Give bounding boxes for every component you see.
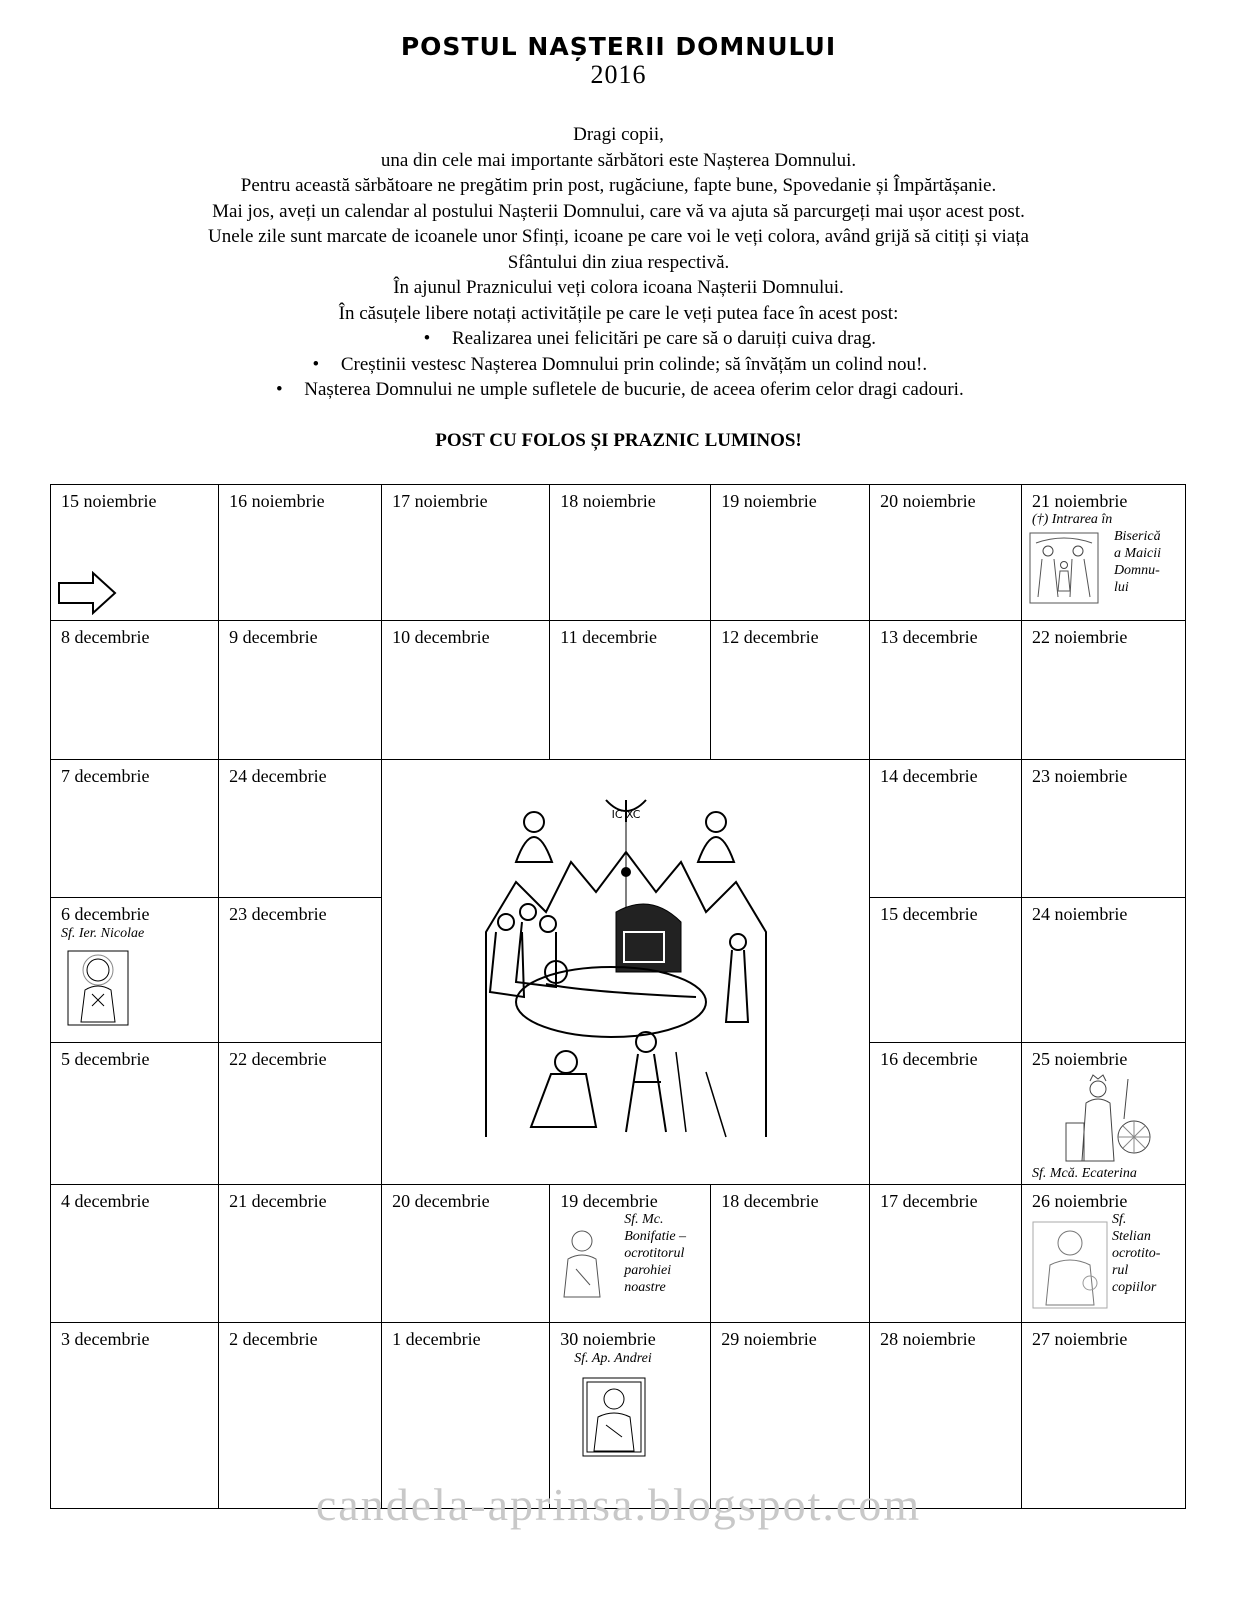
day-date: 7 decembrie (61, 766, 150, 786)
day-date: 20 decembrie (392, 1191, 490, 1211)
intro-line: Dragi copii, (573, 124, 664, 145)
day-cell[interactable] (219, 621, 382, 760)
day-date: 17 noiembrie (392, 491, 488, 511)
day-cell[interactable] (1021, 760, 1185, 898)
day-date: 25 noiembrie (1031, 1049, 1128, 1069)
page-title: POSTUL NAȘTERII DOMNULUI (400, 32, 837, 61)
page-year: 2016 (590, 60, 647, 89)
day-cell[interactable] (550, 621, 711, 760)
day-cell[interactable] (382, 621, 550, 760)
day-date: 16 decembrie (880, 1049, 978, 1069)
day-cell[interactable] (219, 485, 382, 621)
day-cell[interactable] (870, 1185, 1022, 1323)
intro-line: Mai jos, aveți un calendar al postului Nașterii Domnului, care vă va ajuta să parcurgeți mai ușor acest post. (212, 200, 1025, 222)
day-date: 3 decembrie (61, 1329, 150, 1349)
day-cell[interactable] (1021, 898, 1185, 1043)
day-date: 8 decembrie (61, 627, 150, 647)
day-cell[interactable] (382, 1185, 550, 1323)
day-date: 14 decembrie (880, 766, 978, 786)
day-date: 26 noiembrie (1031, 1191, 1128, 1211)
day-cell[interactable] (1021, 621, 1185, 760)
day-date: 6 decembrie (61, 904, 150, 924)
nativity-icon (476, 792, 776, 1152)
saint-caption: Sf. Mc. Bonifatie – ocrotitorul parohiei noastre (624, 1212, 687, 1295)
day-date: 19 noiembrie (721, 491, 817, 511)
day-cell[interactable] (870, 898, 1022, 1043)
day-cell[interactable] (870, 1043, 1022, 1185)
day-date: 27 noiembrie (1031, 1329, 1128, 1349)
day-date: 12 decembrie (721, 627, 819, 647)
day-date: 21 decembrie (229, 1191, 327, 1211)
day-date: 19 decembrie (560, 1191, 658, 1211)
bullet-item (60, 377, 1177, 403)
day-date: 15 noiembrie (61, 491, 157, 511)
day-cell[interactable] (219, 760, 382, 898)
saint-caption: Sf. Stelian ocrotito- rul copiilor (1111, 1212, 1161, 1295)
saint-caption: (†) Intrarea în Biserică a Maicii Domnu- lui (1031, 512, 1161, 595)
day-date: 24 noiembrie (1031, 904, 1128, 924)
day-date: 21 noiembrie (1031, 491, 1128, 511)
saint-andrei-icon (582, 1377, 646, 1457)
day-date: 29 noiembrie (721, 1329, 817, 1349)
motto: POST CU FOLOS ȘI PRAZNIC LUMINOS! (435, 430, 802, 451)
day-date: 17 decembrie (880, 1191, 978, 1211)
bullet-icon: • (275, 379, 283, 400)
nativity-inscription: IC XC (611, 808, 641, 821)
day-cell[interactable] (1021, 1043, 1185, 1185)
day-date: 11 decembrie (560, 627, 658, 647)
day-date: 4 decembrie (61, 1191, 150, 1211)
day-date: 13 decembrie (880, 627, 978, 647)
day-cell[interactable] (550, 1185, 711, 1323)
day-date: 16 noiembrie (229, 491, 325, 511)
day-date: 9 decembrie (229, 627, 318, 647)
saint-caption: Sf. Ap. Andrei (574, 1351, 652, 1366)
day-date: 23 noiembrie (1031, 766, 1128, 786)
day-cell[interactable] (550, 485, 711, 621)
day-date: 23 decembrie (229, 904, 327, 924)
bullet-icon: • (312, 353, 320, 375)
presentation-icon (1028, 531, 1100, 605)
bullet-icon: • (423, 328, 431, 349)
day-date: 2 decembrie (229, 1329, 318, 1349)
day-cell[interactable] (870, 621, 1022, 760)
day-cell[interactable] (219, 1185, 382, 1323)
day-cell[interactable] (870, 760, 1022, 898)
day-date: 22 noiembrie (1031, 627, 1128, 647)
day-cell[interactable] (51, 621, 219, 760)
intro-line: Pentru această sărbătoare ne pregătim prin post, rugăciune, fapte bune, Spovedanie și Împărtășanie. (240, 175, 997, 196)
day-date: 28 noiembrie (880, 1329, 976, 1349)
intro-line: În căsuțele libere notați activitățile pe care le veți putea face în acest post: (338, 302, 899, 324)
day-cell[interactable] (51, 760, 219, 898)
day-cell[interactable] (711, 485, 870, 621)
day-cell[interactable] (51, 1185, 219, 1323)
saint-stelian-icon (1032, 1221, 1108, 1309)
bullet-item (60, 352, 1177, 378)
day-date: 1 decembrie (392, 1329, 481, 1349)
day-cell[interactable] (1021, 485, 1185, 621)
saint-bonifatie-icon (556, 1225, 608, 1299)
day-date: 15 decembrie (880, 904, 978, 924)
day-cell[interactable] (51, 1043, 219, 1185)
nativity-icon-cell (382, 760, 870, 1185)
saint-nicolae-icon (67, 950, 129, 1026)
intro-line: Unele zile sunt marcate de icoanele unor Sfinți, icoane pe care voi le veți colora, având grijă să citiți și viața (208, 226, 1029, 247)
day-date: 20 noiembrie (880, 491, 976, 511)
day-date: 18 noiembrie (560, 491, 656, 511)
bullet-text: Nașterea Domnului ne umple sufletele de bucurie, de aceea oferim celor dragi cadouri. (304, 379, 964, 400)
intro-line: una din cele mai importante sărbători este Nașterea Domnului. (380, 149, 857, 171)
intro-text (60, 122, 1177, 403)
day-date: 30 noiembrie (560, 1329, 656, 1349)
bullet-item (60, 326, 1177, 352)
day-cell[interactable] (711, 1185, 870, 1323)
arrow-right-icon (57, 571, 117, 615)
day-cell[interactable] (219, 1043, 382, 1185)
watermark: candela-aprinsa.blogspot.com (315, 1479, 922, 1530)
day-date: 5 decembrie (61, 1049, 150, 1069)
bullet-text: Creștinii vestesc Nașterea Domnului prin colinde; să învățăm un colind nou!. (340, 353, 928, 375)
day-cell[interactable] (51, 898, 219, 1043)
day-cell[interactable] (870, 485, 1022, 621)
intro-line: În ajunul Praznicului veți colora icoana Nașterii Domnului. (393, 277, 844, 298)
day-cell[interactable] (1021, 1185, 1185, 1323)
saint-caption: Sf. Ier. Nicolae (61, 926, 145, 941)
day-date: 22 decembrie (229, 1049, 327, 1069)
day-cell[interactable] (51, 485, 219, 621)
advent-calendar (50, 484, 1186, 1509)
day-cell[interactable] (219, 898, 382, 1043)
bullet-text: Realizarea unei felicitări pe care să o daruiți cuiva drag. (451, 328, 877, 349)
day-cell[interactable] (711, 621, 870, 760)
day-date: 10 decembrie (392, 627, 490, 647)
day-cell[interactable] (382, 485, 550, 621)
day-date: 18 decembrie (721, 1191, 819, 1211)
intro-line: Sfântului din ziua respectivă. (507, 251, 730, 273)
day-date: 24 decembrie (229, 766, 327, 786)
saint-caption: Sf. Mcă. Ecaterina (1031, 1166, 1137, 1181)
saint-ecaterina-icon (1058, 1073, 1154, 1165)
